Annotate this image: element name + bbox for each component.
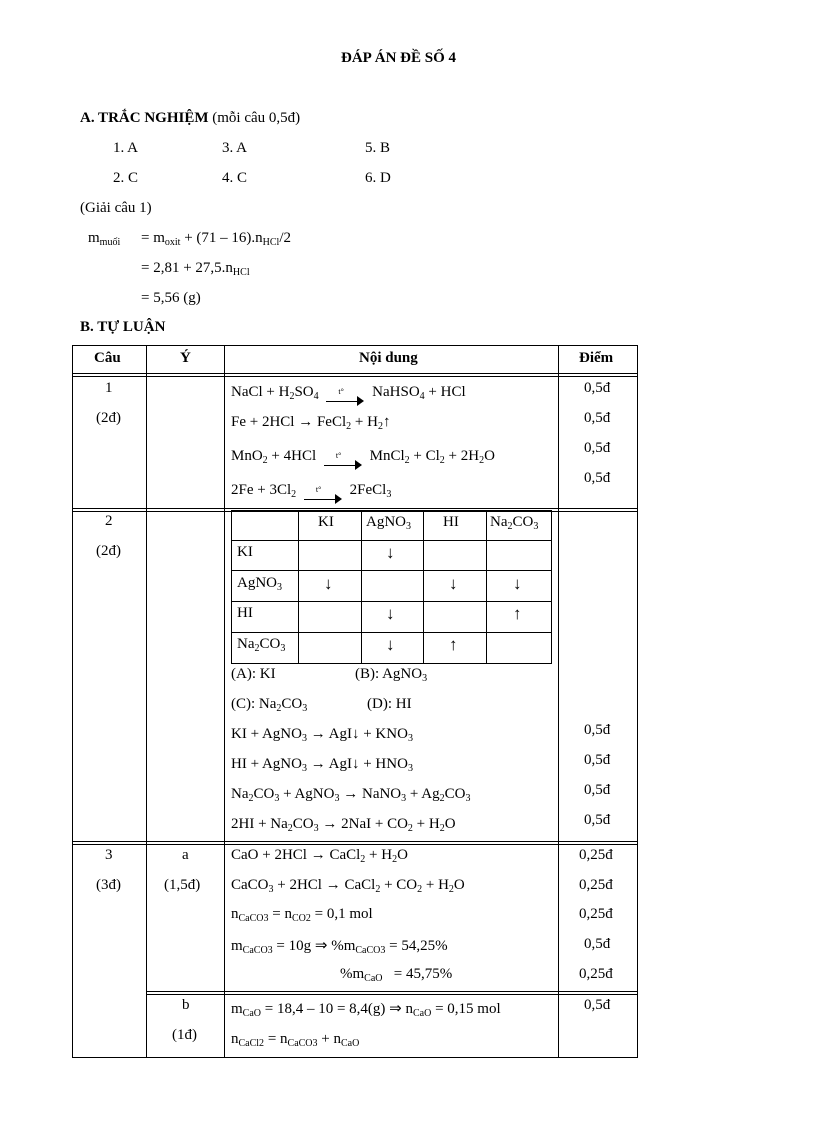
matrix-col-agno3: AgNO$_3$ [366,514,411,532]
q3-eq-2: CaCO$_3$ + 2HCl → CaCl$_2$ + $CO_2 + H_2O$ [231,877,465,895]
sol-l1-sub1: oxit [164,237,181,248]
answer-5: 5. B [365,140,391,156]
q2-eq-2: HI + AgNO$_3$ → AgI↓ + $HNO_3$ [231,756,413,774]
q3-eq-4: $m_{CaCO3} = 10g$ ⇒ $\%m_{CaCO3} = 54,25\%$ [231,938,448,956]
q3b-eq-2: $n_{CaCl2} = n_{CaCO3} + n_{CaO}$ [231,1031,360,1049]
header-y: Ý [180,350,191,366]
q2-eq-4: $2HI + Na_2CO_3 \to 2NaI + CO_2 + H_2O$ [231,816,456,834]
matrix-col-ki: KI [318,514,334,530]
sol-l2-a: = 2,81 + 27,5.n [141,260,233,276]
part-a-heading [80,110,300,127]
q2-score-1: 0,5đ [584,722,611,738]
q1-eq-4: $2Fe + 3Cl_2$ t° 2FeCl$_3$ [231,482,391,499]
q2-score-3: 0,5đ [584,782,611,798]
q1-score-4: 0,5đ [584,470,611,486]
q3-number: 3 [105,847,113,863]
q3-eq-5: $\%m_{CaO} = 45,75\%$ [340,966,453,984]
id-c: (C): $Na_2CO_3$ [231,696,308,714]
answer-4: 4. C [222,170,248,186]
precipitate-arrow: ↓ [386,604,395,623]
q1-score-2: 0,5đ [584,410,611,426]
answer-6: 6. D [365,170,391,186]
q3a-score-1: 0,25đ [579,847,613,863]
q1-score-3: 0,5đ [584,440,611,456]
q1-number: 1 [105,380,113,396]
q2-number: 2 [105,513,113,529]
q3a-score-5: 0,25đ [579,966,613,982]
answer-1: 1. A [113,140,139,156]
solution-line-1 [141,230,291,247]
sol-l1-c: /2 [279,230,291,246]
q2-score-4: 0,5đ [584,812,611,828]
solution-line-2 [141,260,250,277]
part-a-title: A. TRẮC NGHIỆM [80,110,209,126]
q3-part-a-points: (1,5đ) [164,877,201,893]
matrix-row-ki: KI [237,544,253,560]
q1-eq-3: MnO$_2$ + 4HCl t° MnCl$_2$ + $Cl_2 + 2H_2O$ [231,448,495,465]
solution-line-3: = 5,56 (g) [141,290,201,306]
matrix-col-na2co3: $Na_2CO_3$ [490,514,539,532]
header-noi-dung: Nội dung [359,350,418,366]
precipitate-arrow: ↓ [386,635,395,654]
header-cau: Câu [94,350,121,366]
q1-score-1: 0,5đ [584,380,611,396]
part-a-note: (mỗi câu 0,5đ) [212,110,301,126]
sol-l1-sub2: HCl [262,237,280,248]
q1-points: (2đ) [96,410,121,426]
m-symbol: m [88,230,100,246]
q1-eq-2: Fe + 2HCl → FeCl$_2$ + $H_2↑$ [231,414,391,432]
q3-eq-3: $n_{CaCO3} = n_{CO2} = 0,1$ mol [231,906,373,924]
q3-points: (3đ) [96,877,121,893]
q3-eq-1: CaO + 2HCl → CaCl$_2$ + $H_2O$ [231,847,408,865]
q2-score-2: 0,5đ [584,752,611,768]
precipitate-arrow: ↓ [449,574,458,593]
sol-l1-b: + (71 – 16).n [180,230,263,246]
q3a-score-3: 0,25đ [579,906,613,922]
q3b-eq-1: $m_{CaO} = 18,4 - 10 = 8,4(g)$ ⇒ $n_{CaO} = 0,15$ mol [231,1001,501,1019]
gas-arrow: ↑ [513,604,522,623]
q3-part-b-points: (1đ) [172,1027,197,1043]
part-b-heading: B. TỰ LUẬN [80,319,166,335]
page-title: ĐÁP ÁN ĐỀ SỐ 4 [341,50,457,66]
matrix-row-hi: HI [237,605,253,621]
solution-m-label [88,230,120,247]
q3-part-a: a [182,847,189,863]
precipitate-arrow: ↓ [324,574,333,593]
m-sub: muối [99,237,121,248]
q3b-score: 0,5đ [584,997,611,1013]
id-a: (A): KI [231,666,276,682]
id-b: (B): AgNO$_3$ [355,666,428,684]
q3a-score-2: 0,25đ [579,877,613,893]
gas-arrow: ↑ [449,635,458,654]
precipitate-arrow: ↓ [513,574,522,593]
matrix-col-hi: HI [443,514,459,530]
id-d: (D): HI [367,696,412,712]
precipitate-arrow: ↓ [386,543,395,562]
q2-eq-3: $Na_2CO_3$ + AgNO$_3$ → NaNO$_3$ + $Ag_2CO_3$ [231,786,471,804]
q2-points: (2đ) [96,543,121,559]
answer-3: 3. A [222,140,248,156]
solution-label: (Giải câu 1) [80,200,152,216]
header-diem: Điểm [579,350,614,366]
sol-l1-a: = m [141,230,165,246]
answer-2: 2. C [113,170,139,186]
matrix-row-agno3: AgNO$_3$ [237,575,282,593]
sol-l2-sub: HCl [232,267,250,278]
q3a-score-4: 0,5đ [584,936,611,952]
q2-eq-1: KI + AgNO$_3$ → AgI↓ + $KNO_3$ [231,726,413,744]
matrix-row-na2co3: $Na_2CO_3$ [237,636,286,654]
q1-eq-1: NaCl + $H_2SO_4$ t° NaHSO$_4$ + HCl [231,384,466,401]
q3-part-b: b [182,997,190,1013]
